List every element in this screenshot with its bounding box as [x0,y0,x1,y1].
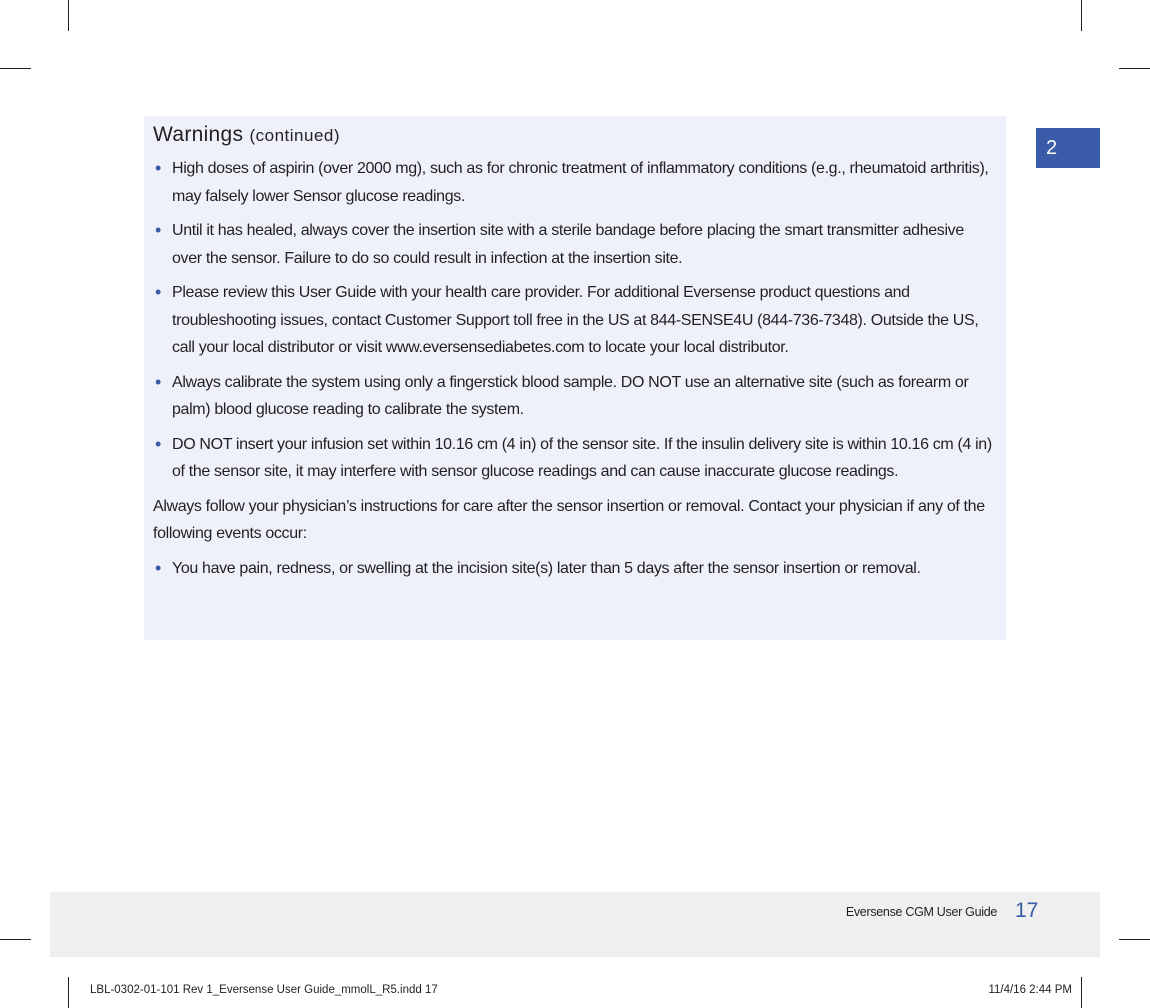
chapter-tab: 2 [1036,128,1100,168]
list-item [153,279,996,362]
physician-paragraph: Always follow your physician’s instructions for care after the sensor insertion or removal. Contact your physician if any of the following events occur: [153,497,985,542]
bullet-text: You have pain, redness, or swelling at the incision site(s) later than 5 days after the sensor insertion or removal. [172,559,921,577]
crop-mark [0,939,31,940]
bullet-icon: • [155,433,161,454]
bullet-icon: • [155,282,161,302]
warnings-panel [144,116,1006,640]
crop-mark [0,68,31,69]
events-list [153,555,996,583]
warnings-title: Warnings [153,123,244,146]
bullet-text: High doses of aspirin (over 2000 mg), such as for chronic treatment of inflammatory conditions (e.g., rheumatoid arthritis), may falsely lower Sensor glucose readings. [172,160,989,205]
slug-file-info: LBL-0302-01-101 Rev 1_Eversense User Guide_mmolL_R5.indd 17 [90,984,438,996]
bullet-text: Please review this User Guide with your health care provider. For additional Eversense product questions and troubleshooting issues, contact Customer Support toll free in the US at 844-SENSE4U (844-736-7348). Outside the US, call your local distributor or visit www.eversensediabetes.com to locate your local distributor. [172,284,979,356]
list-item [153,217,996,272]
footer-band [50,892,1100,957]
list-item [153,369,996,424]
bullet-icon: • [155,220,161,240]
bullet-icon: • [155,158,161,178]
warnings-list [153,155,996,486]
bullet-icon: • [155,557,161,578]
crop-mark [1119,939,1150,940]
list-item [153,155,996,210]
warnings-title-suffix: (continued) [249,126,341,145]
list-item [153,431,996,486]
warnings-heading [153,122,996,149]
crop-mark [1081,0,1082,31]
bullet-text: Always calibrate the system using only a fingerstick blood sample. DO NOT use an alternative site (such as forearm or palm) blood glucose reading to calibrate the system. [172,373,969,418]
bullet-icon: • [155,371,161,392]
crop-mark [68,977,69,1008]
crop-mark [1081,977,1082,1008]
bullet-text: DO NOT insert your infusion set within 10.16 cm (4 in) of the sensor site. If the insulin delivery site is within 10.16 cm (4 in) of the sensor site, it may interfere with sensor glucose readings and can cause inaccurate glucose readings. [172,435,992,480]
crop-mark [1119,68,1150,69]
page-number: 17 [1015,899,1039,922]
bullet-text: Until it has healed, always cover the insertion site with a sterile bandage before placing the smart transmitter adhesive over the sensor. Failure to do so could result in infection at the insertion site. [172,222,964,267]
list-item [153,555,996,583]
footer-guide-title: Eversense CGM User Guide [845,905,997,919]
slug-timestamp: 11/4/16 2:44 PM [988,984,1072,996]
crop-mark [68,0,69,31]
